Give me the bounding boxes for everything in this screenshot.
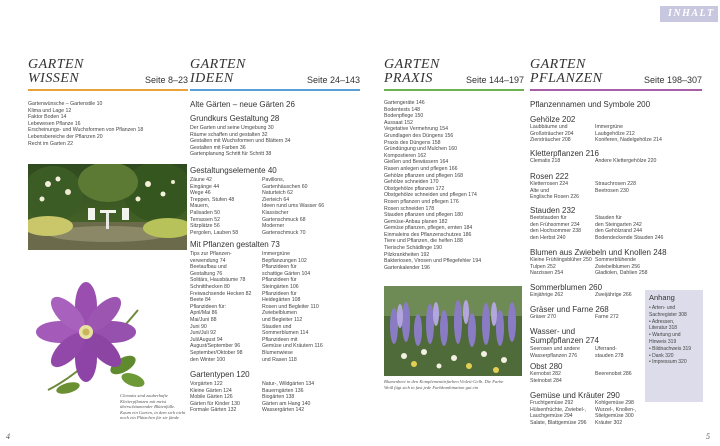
toc-entry[interactable]: Naturteich 62 (262, 190, 293, 197)
toc-entry[interactable]: Gemüse pflanzen, pflegen, ernten 184 (384, 225, 473, 232)
toc-entry[interactable]: Formale Gärten 132 (190, 407, 237, 414)
toc-entry[interactable]: Gartenhäuschen 60 (262, 183, 308, 190)
toc-entry[interactable]: Steingärten 106 (262, 283, 299, 290)
toc-heading[interactable]: Wasser- und (530, 327, 576, 336)
section-header-praxis (384, 58, 524, 92)
toc-entry[interactable]: Gemüse-Anbau planen 182 (384, 218, 448, 225)
toc-entry[interactable]: Gründüngung und Mulchen 160 (384, 146, 457, 153)
toc-entry[interactable]: Gemüse und Kräutern 116 (262, 343, 323, 350)
stauden-right (595, 215, 663, 241)
toc-entry[interactable]: Bakteriosen, Virosen und Pflegefehler 194 (384, 258, 482, 265)
toc-heading[interactable]: Stauden 232 (530, 206, 576, 215)
gem-right (595, 400, 636, 426)
toc-entry[interactable]: Vegetative Vermehrung 154 (384, 126, 449, 133)
toc-entry[interactable]: Zweijährige 266 (595, 292, 632, 298)
toc-entry[interactable]: Pflanzideen für (262, 277, 297, 284)
flowerbed-caption (384, 379, 503, 390)
section-pages: Seite 198–307 (643, 75, 702, 85)
toc-entry[interactable]: Heidegärten 108 (262, 297, 301, 304)
inhalt-tab: INHALT (660, 6, 718, 22)
toc-entry[interactable]: Tierische Schädlinge 190 (384, 245, 443, 252)
toc-entry[interactable]: Bodenpflege 150 (384, 113, 424, 120)
toc-entry[interactable]: Mauern, (190, 203, 210, 210)
garden-photo (28, 164, 187, 250)
page-number-right: 5 (706, 432, 710, 441)
section-title-1: GARTEN (384, 57, 440, 72)
caption-line: Blumenbeet in den Komplementärfarben Violett-Gelb. Die Farbe (384, 379, 504, 384)
toc-entry[interactable]: Sitzplätze 56 (190, 223, 220, 230)
toc-entry[interactable]: Gartenkalender 196 (384, 264, 430, 271)
toc-entry[interactable]: den Steingarten 242 (595, 221, 642, 228)
toc-entry[interactable]: Stauden und (262, 323, 292, 330)
clematis-caption (120, 393, 185, 421)
toc-entry[interactable]: Uferrand- (595, 346, 617, 352)
toc-entry[interactable]: Wassergärten 142 (262, 407, 305, 414)
toc-entry[interactable]: Tips zur Pflanzen- (190, 251, 232, 257)
toc-entry[interactable]: Salate, Blattgemüse 296 (530, 419, 587, 426)
toc-heading[interactable]: Mit Pflanzen gestalten 73 (190, 240, 280, 249)
section-header-ideen (190, 58, 360, 92)
toc-heading[interactable]: Gehölze 202 (530, 115, 576, 124)
sommer-left (530, 292, 563, 299)
typen-left (190, 381, 240, 414)
toc-heading[interactable]: Gestaltungselemente 40 (190, 166, 277, 175)
gras-right (595, 314, 619, 321)
sommer-right (595, 292, 632, 299)
toc-entry[interactable]: Der Garten und seine Umgebung 30 (190, 125, 274, 131)
section-title-1: GARTEN (28, 57, 84, 72)
toc-entry[interactable]: Schnitthecken 80 (190, 283, 230, 290)
toc-entry[interactable]: Gestaltung 76 (190, 270, 223, 277)
toc-entry[interactable]: und Begleiter 112 (262, 316, 303, 323)
toc-entry[interactable]: Fruchtgemüse 292 (530, 400, 574, 406)
toc-entry[interactable]: Klassischer (262, 209, 289, 216)
toc-entry[interactable]: Bauerngärten 136 (262, 387, 304, 394)
stauden-left (530, 215, 581, 241)
toc-entry[interactable]: Gartenplanung Schritt für Schritt 38 (190, 151, 272, 158)
toc-entry[interactable]: • Bildnachweis 319 (649, 345, 692, 352)
toc-entry[interactable]: • Wartung und (649, 332, 681, 339)
section-title-2: IDEEN (190, 71, 234, 86)
toc-entry[interactable]: Großsträucher 204 (530, 130, 574, 137)
toc-entry[interactable]: Tulpen 252 (530, 263, 556, 270)
toc-entry[interactable]: Lauchgemüse 294 (530, 413, 573, 420)
toc-entry[interactable]: Beerenobst 286 (595, 371, 632, 377)
toc-entry[interactable]: Wege 46 (190, 190, 211, 197)
toc-entry[interactable]: Rosen pflanzen und pflegen 176 (384, 198, 459, 205)
geh-right (595, 124, 662, 144)
toc-entry[interactable]: Gartenschmuck 70 (262, 229, 306, 236)
toc-entry[interactable]: Faktor Boden 14 (28, 114, 67, 121)
toc-entry[interactable]: Sommerblumen 114 (262, 330, 309, 337)
section-title-1: GARTEN (530, 57, 586, 72)
toc-entry[interactable]: Mobile Gärten 126 (190, 394, 233, 401)
toc-entry[interactable]: Sachregister 308 (649, 311, 687, 318)
toc-entry[interactable]: Beetstauden für (530, 215, 567, 221)
toc-entry[interactable]: Farne 272 (595, 314, 619, 320)
toc-entry[interactable]: Grundlagen des Düngens 156 (384, 132, 454, 139)
toc-entry[interactable]: Palisaden 50 (190, 209, 220, 216)
toc-entry[interactable]: Kleine Frühlingsblüher 250 (530, 257, 592, 263)
toc-entry[interactable]: Stauden pflanzen und pflegen 180 (384, 212, 464, 219)
toc-entry[interactable]: Freiwachsende Hecken 82 (190, 290, 252, 297)
toc-heading[interactable]: Alte Gärten – neue Gärten 26 (190, 100, 295, 109)
toc-entry[interactable]: Literatur 318 (649, 325, 678, 332)
toc-heading[interactable]: Sumpfpflanzen 274 (530, 336, 599, 345)
toc-entry[interactable]: • Adressen, (649, 318, 675, 325)
toc-entry[interactable]: Kernobst 282 (530, 371, 561, 377)
toc-entry[interactable]: Koniferen, Nadelgehölze 214 (595, 137, 662, 144)
toc-entry[interactable]: Räume schaffen und gestalten 32 (190, 131, 268, 138)
toc-entry[interactable]: Eingänge 44 (190, 183, 220, 190)
toc-entry[interactable]: Laubbäume und (530, 124, 568, 130)
toc-entry[interactable]: Treppen, Stufen 48 (190, 196, 235, 203)
toc-entry[interactable]: Wasserpflanzen 276 (530, 352, 578, 359)
gest-right (262, 177, 324, 236)
toc-entry[interactable]: Gartenschmuck 68 (262, 216, 306, 223)
toc-entry[interactable]: Hülsenfrüchte, Zwiebel-, (530, 406, 586, 413)
toc-entry[interactable]: Pilzkrankheiten 192 (384, 251, 430, 258)
klett-right (595, 158, 656, 165)
toc-entry[interactable]: Strauchrosen 228 (595, 181, 636, 187)
toc-entry[interactable]: Steinobst 284 (530, 377, 562, 384)
toc-entry[interactable]: Einmaleins des Pflanzenschutzes 186 (384, 231, 472, 238)
ideen-column (190, 100, 362, 158)
toc-entry[interactable]: • Impressum 320 (649, 359, 687, 366)
toc-entry[interactable]: Tiere und Pflanzen, die helfen 188 (384, 238, 463, 245)
toc-entry[interactable]: Gladiolen, Dahlien 258 (595, 270, 648, 277)
mit-right (262, 251, 323, 363)
toc-entry[interactable]: Recht im Garten 22 (28, 140, 73, 147)
section-title-1: GARTEN (190, 57, 246, 72)
toc-entry[interactable]: Beete 84 (190, 297, 211, 304)
toc-entry[interactable]: Einjährige 262 (530, 292, 564, 298)
toc-entry[interactable]: Moderner (262, 223, 285, 230)
toc-entry[interactable]: Pergolen, Lauben 58 (190, 229, 239, 236)
toc-entry[interactable]: Lebewesen Pflanze 16 (28, 120, 81, 127)
toc-heading[interactable]: Pflanzennamen und Symbole 200 (530, 100, 651, 109)
toc-entry[interactable]: Kräuter 302 (595, 419, 623, 426)
toc-entry[interactable]: den Winter 100 (190, 356, 226, 363)
toc-entry[interactable]: Rasen anlegen und pflegen 166 (384, 165, 458, 172)
praxis-list (384, 100, 481, 271)
toc-entry[interactable]: den Gehölzrand 244 (595, 228, 643, 235)
toc-entry[interactable]: September/Oktober 98 (190, 349, 243, 356)
toc-entry[interactable]: Gärten am Hang 140 (262, 400, 311, 407)
anhang-box (645, 290, 703, 402)
toc-entry[interactable]: Gräser 270 (530, 314, 556, 320)
caption-line: überschäumender Blütenfülle. (120, 404, 176, 410)
toc-entry[interactable]: Zwiebelblumen 256 (595, 263, 640, 270)
klett-left (530, 158, 560, 165)
typen-right (262, 381, 314, 414)
toc-entry[interactable]: stauden 278 (595, 352, 624, 359)
toc-entry[interactable]: Aussaat 152 (384, 119, 413, 126)
caption-line: Kletterpflanzen mit meist (120, 398, 167, 404)
toc-entry[interactable]: Narzissen 254 (530, 270, 564, 277)
toc-entry[interactable]: den Hochsommer 238 (530, 228, 582, 235)
toc-entry[interactable]: Englische Rosen 226 (530, 194, 580, 201)
toc-entry[interactable]: verwendung 74 (190, 257, 226, 264)
toc-entry[interactable]: April/Mai 86 (190, 310, 218, 317)
toc-entry[interactable]: Erscheinungs- und Wuchsformen von Pflanzen 18 (28, 127, 144, 134)
wasser-right (595, 346, 624, 359)
toc-entry[interactable]: Obstgehölze pflanzen 172 (384, 185, 445, 192)
toc-entry[interactable]: den Frühsommer 234 (530, 221, 580, 228)
section-pages: Seite 24–143 (306, 75, 360, 85)
section-title-2: PRAXIS (384, 71, 433, 86)
toc-entry[interactable]: Alte und (530, 187, 550, 194)
toc-entry[interactable]: Juni 90 (190, 323, 207, 330)
caption-line: Clematis sind zauberhafte (120, 393, 168, 398)
section-pages: Seite 8–23 (144, 75, 188, 85)
rosen-right (595, 181, 636, 194)
caption-line: Kaum ein Garten, in dem sich nicht (120, 409, 186, 415)
toc-entry[interactable]: Kleine Gärten 124 (190, 387, 232, 394)
toc-entry[interactable]: Obstgehölze schneiden und pflegen 174 (384, 192, 477, 199)
toc-entry[interactable]: Pavillons, (262, 177, 285, 183)
toc-heading[interactable]: Rosen 222 (530, 172, 569, 181)
toc-entry[interactable]: Praxis des Düngens 158 (384, 139, 441, 146)
section-bar (530, 89, 702, 91)
wasser-left (530, 346, 580, 359)
toc-entry[interactable]: Bepflanzungen 102 (262, 257, 307, 264)
geh-left (530, 124, 574, 144)
toc-entry[interactable]: und Rasen 118 (262, 356, 297, 363)
toc-heading[interactable]: Gemüse und Kräuter 290 (530, 391, 620, 400)
toc-entry[interactable]: Gehölze schneiden 170 (384, 179, 439, 186)
toc-entry[interactable]: Gestalten mit Farben 36 (190, 144, 246, 151)
section-title-2: WISSEN (28, 71, 80, 86)
toc-heading[interactable]: Obst 280 (530, 362, 563, 371)
toc-entry[interactable]: Bodendeckende Stauden 246 (595, 234, 664, 241)
caption-line: Weiß fügt sich in fast jede Farbkombination gut ein (384, 384, 479, 390)
toc-entry[interactable]: Solitärs, Hausbäume 78 (190, 277, 246, 284)
section-title-2: PFLANZEN (530, 71, 603, 86)
toc-entry[interactable]: Pflanzideen für (262, 264, 297, 271)
toc-entry[interactable]: • Dank 320 (649, 352, 674, 359)
toc-entry[interactable]: Gehölze pflanzen und pflegen 168 (384, 172, 464, 179)
toc-entry[interactable]: Juli/August 94 (190, 336, 223, 343)
toc-entry[interactable]: schattige Gärten 104 (262, 270, 311, 277)
toc-entry[interactable]: Kletterrosen 224 (530, 181, 569, 187)
toc-entry[interactable]: den Herbst 240 (530, 234, 566, 241)
section-bar (384, 89, 524, 91)
toc-entry[interactable]: Vorgärten 122 (190, 381, 223, 387)
rosen-left (530, 181, 579, 201)
gest-left (190, 177, 238, 236)
toc-entry[interactable]: Stielgemüse 300 (595, 413, 634, 420)
toc-heading[interactable]: Gräser und Farne 268 (530, 305, 609, 314)
toc-entry[interactable]: Zäune 42 (190, 177, 212, 183)
toc-entry[interactable]: Pflanzideen mit (262, 336, 298, 343)
toc-entry[interactable]: Gartengeräte 146 (384, 100, 425, 106)
toc-entry[interactable]: Andere Klettergehölze 220 (595, 158, 657, 164)
toc-heading[interactable]: Kletterpflanzen 216 (530, 149, 599, 158)
toc-entry[interactable]: Immergrüne (262, 251, 290, 257)
toc-entry[interactable]: Gießen und Bewässern 164 (384, 159, 449, 166)
toc-heading[interactable]: Gartentypen 120 (190, 370, 250, 379)
toc-entry[interactable]: Pflanzideen für (262, 290, 297, 297)
gras-left (530, 314, 556, 321)
obst-left (530, 371, 562, 384)
toc-entry[interactable]: Wurzel-, Knollen-, (595, 406, 637, 413)
toc-entry[interactable]: Zwiebelblumen (262, 310, 297, 317)
toc-entry[interactable]: Rosen und Begleiter 110 (262, 303, 319, 310)
obst-right (595, 371, 632, 378)
toc-entry[interactable]: Immergrüne (595, 124, 623, 130)
toc-entry[interactable]: Gestalten mit Wuchsformen und Blättern 34 (190, 138, 291, 145)
caption-line: noch ein Plätzchen für sie fände (120, 415, 180, 421)
toc-entry[interactable]: Terrassen 52 (190, 216, 220, 223)
wissen-list (28, 101, 143, 147)
zwiebel-left (530, 257, 592, 277)
section-header-pflanzen (530, 58, 702, 92)
zwiebel-right (595, 257, 648, 277)
toc-entry[interactable]: Klima und Lage 12 (28, 107, 72, 114)
toc-entry[interactable]: Sommerblühende (595, 257, 636, 263)
toc-entry[interactable]: Ziersträucher 208 (530, 137, 571, 144)
toc-entry[interactable]: Laubgehölze 212 (595, 130, 635, 137)
anhang-title: Anhang (649, 293, 675, 302)
toc-entry[interactable]: Lebensbereiche der Pflanzen 20 (28, 133, 103, 140)
section-bar (190, 89, 360, 91)
toc-heading[interactable]: Blumen aus Zwiebeln und Knollen 248 (530, 248, 667, 257)
toc-entry[interactable]: Blumenwiese (262, 349, 293, 356)
toc-entry[interactable]: Pflanzideen für: (190, 303, 227, 310)
toc-entry[interactable]: Stauden für (595, 215, 622, 221)
toc-entry[interactable]: August/September 96 (190, 343, 241, 350)
section-pages: Seite 144–197 (465, 75, 524, 85)
page-number-left: 4 (6, 432, 10, 441)
toc-entry[interactable]: Mai/Juni 88 (190, 316, 217, 323)
toc-entry[interactable]: Rosen schneiden 178 (384, 205, 435, 212)
toc-entry[interactable]: Hinweis 319 (649, 338, 677, 345)
section-header-wissen (28, 58, 188, 92)
toc-entry[interactable]: Kohlgemüse 298 (595, 400, 634, 406)
toc-entry[interactable]: Natur-, Wildgärten 134 (262, 381, 315, 387)
toc-entry[interactable]: Seerosen und andere (530, 346, 580, 352)
toc-entry[interactable]: Bodentests 148 (384, 106, 421, 113)
toc-heading[interactable]: Grundkurs Gestaltung 28 (190, 114, 280, 123)
toc-entry[interactable]: • Arten- und (649, 305, 676, 311)
mit-left (190, 251, 251, 363)
toc-heading[interactable]: Sommerblumen 260 (530, 283, 603, 292)
toc-entry[interactable]: Clematis 218 (530, 158, 561, 164)
toc-entry[interactable]: Beetrosen 230 (595, 187, 629, 194)
flowerbed-photo (384, 286, 522, 376)
toc-entry[interactable]: Ideen rund ums Wasser 66 (262, 203, 325, 210)
clematis-photo (28, 270, 158, 405)
gem-left (530, 400, 587, 426)
toc-entry[interactable]: Beetaufbau und (190, 264, 227, 271)
toc-entry[interactable]: Gartenwünsche – Gartenstile 10 (28, 101, 103, 107)
toc-entry[interactable]: Kompostieren 162 (384, 152, 427, 159)
toc-entry[interactable]: Gärten für Kinder 130 (190, 400, 240, 407)
toc-entry[interactable]: Zierteich 64 (262, 196, 290, 203)
toc-entry[interactable]: Juni/Juli 92 (190, 330, 216, 337)
toc-entry[interactable]: Biogärten 138 (262, 394, 295, 401)
section-bar (28, 89, 188, 91)
